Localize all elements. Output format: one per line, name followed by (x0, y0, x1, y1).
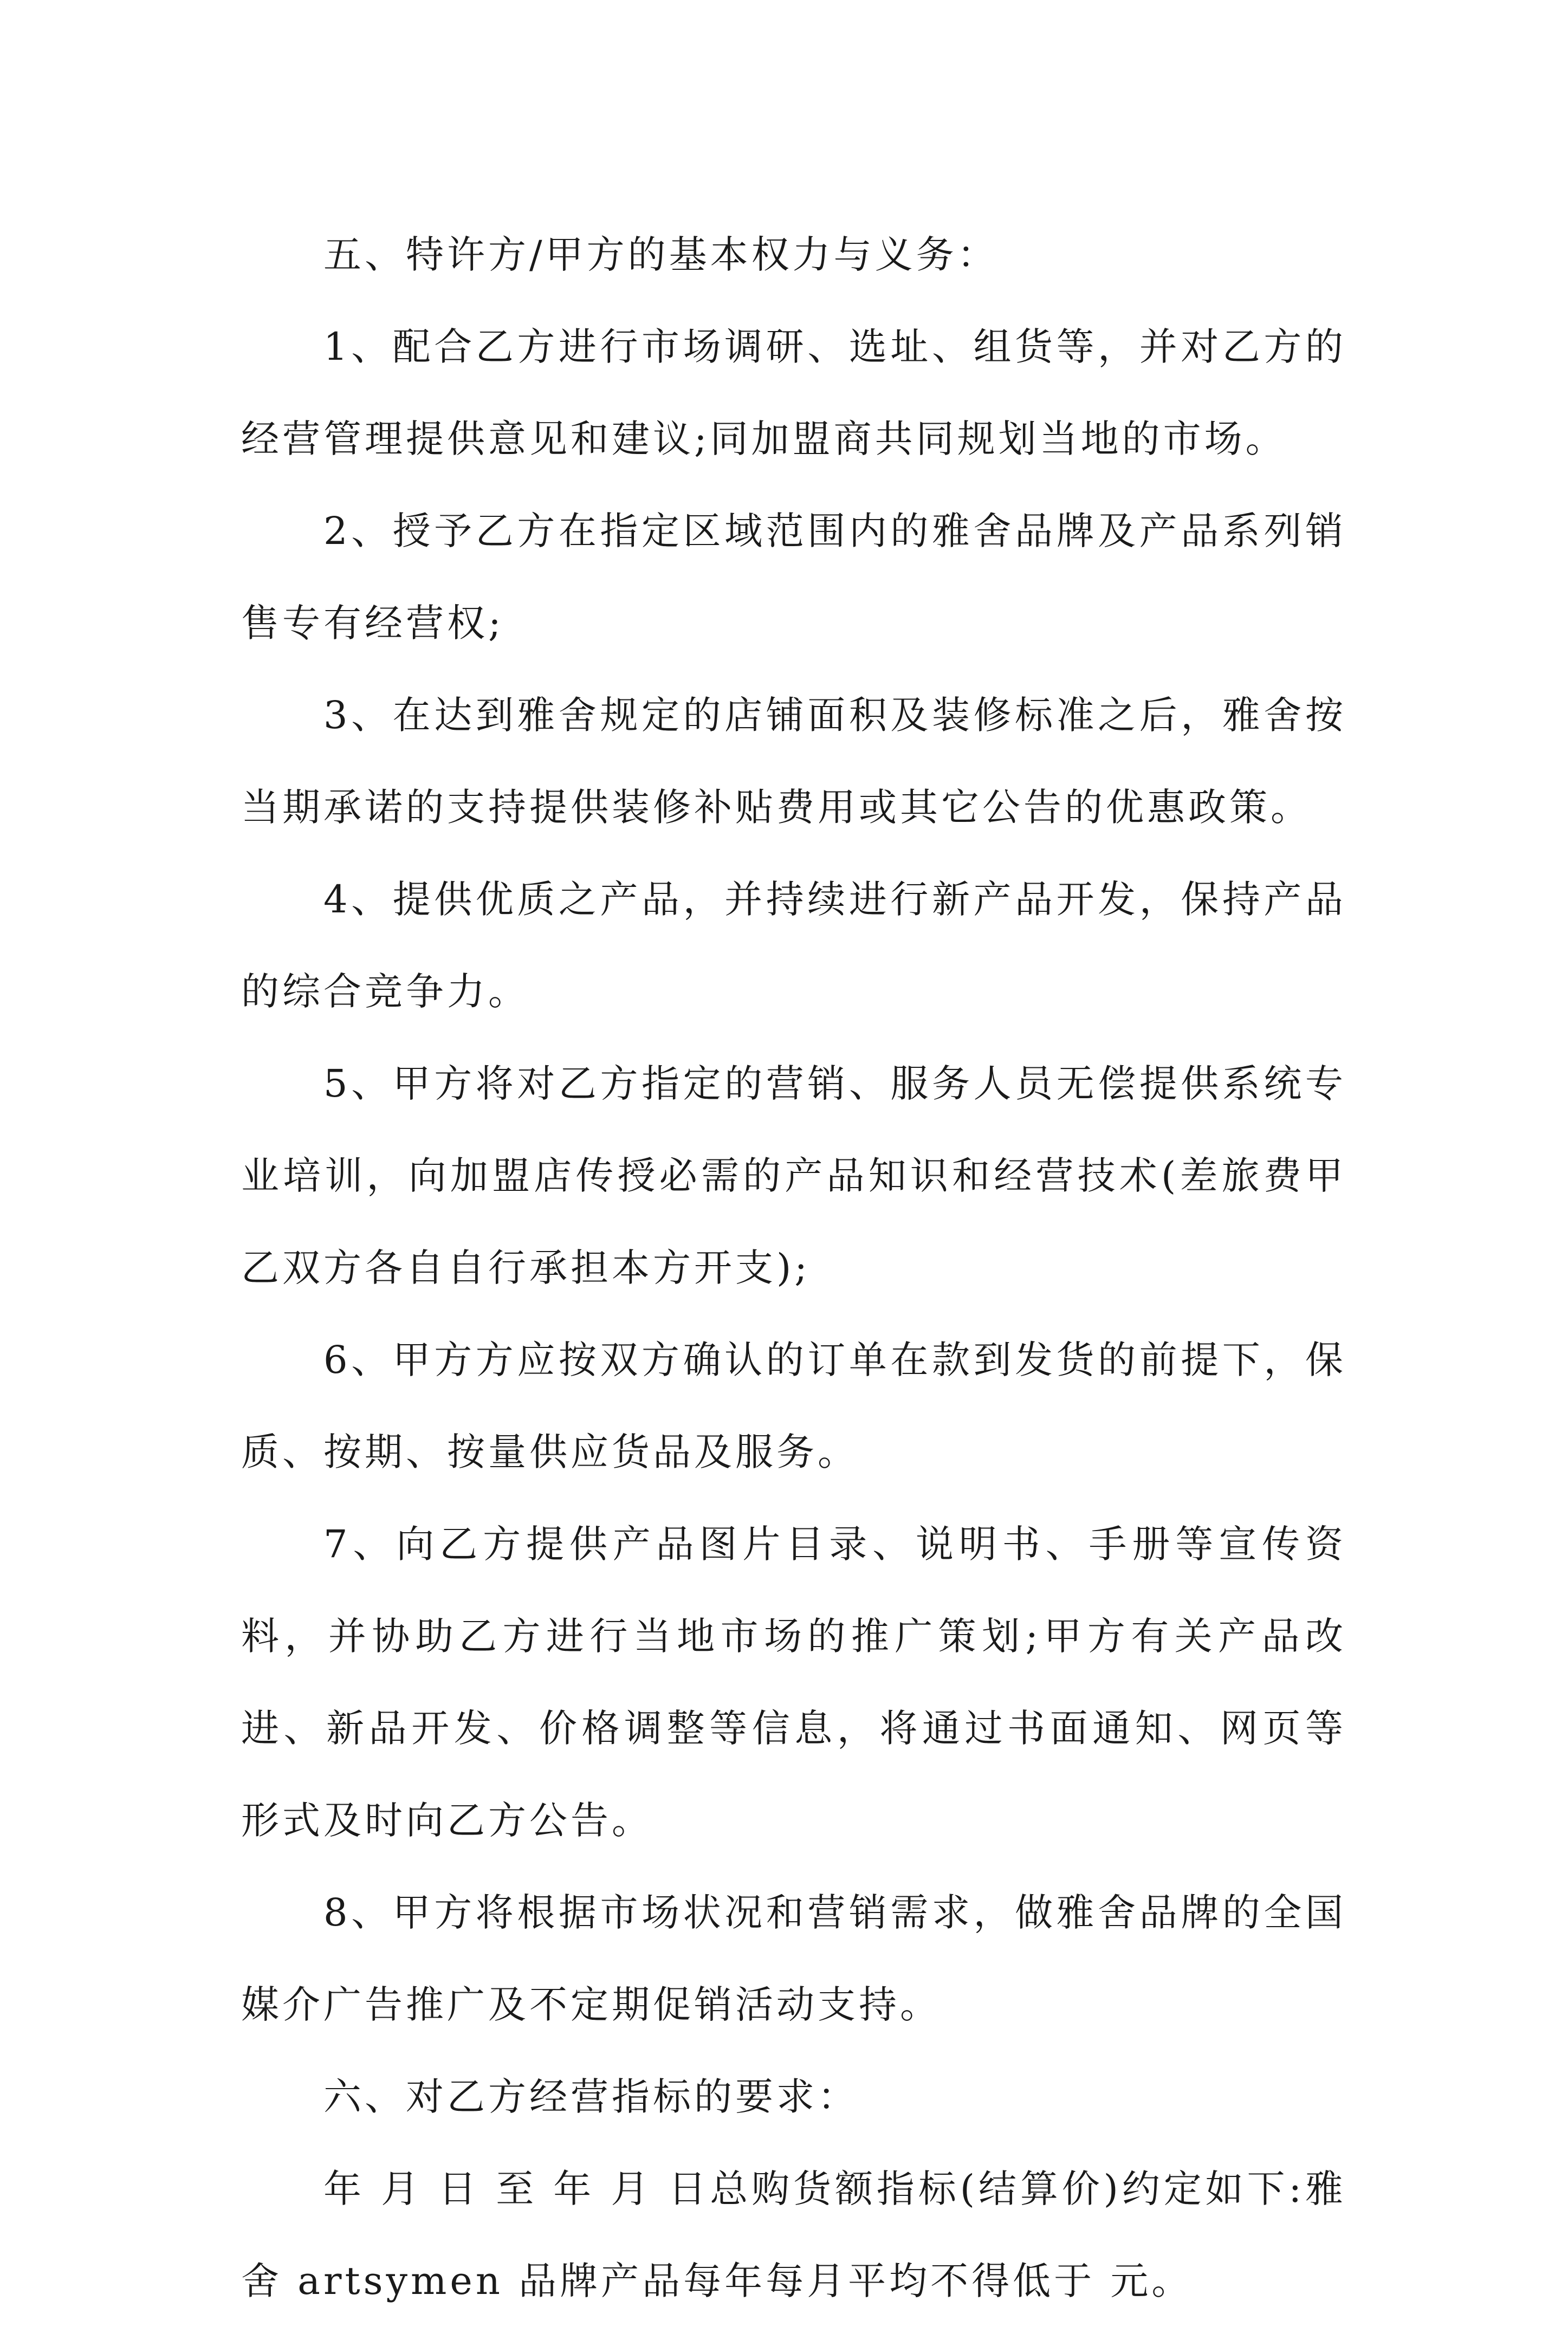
section-heading-six: 六、对乙方经营指标的要求： (323, 2075, 859, 2119)
paragraph-item-7: 7、向乙方提供产品图片目录、说明书、手册等宣传资料，并协助乙方进行当地市场的推广策划;甲方有关产品改进、新品开发、价格调整等信息，将通过书面通知、网页等形式及时向乙方公告。 (241, 1522, 1346, 1843)
paragraph-item-8: 8、甲方将根据市场状况和营销需求，做雅舍品牌的全国媒介广告推广及不定期促销活动支持。 (241, 1890, 1346, 2027)
paragraph-item-1: 1、配合乙方进行市场调研、选址、组货等，并对乙方的经营管理提供意见和建议;同加盟商共同规划当地的市场。 (241, 325, 1346, 461)
paragraph-item-3: 3、在达到雅舍规定的店铺面积及装修标准之后，雅舍按当期承诺的支持提供装修补贴费用或其它公告的优惠政策。 (241, 693, 1346, 829)
paragraph-item-2: 2、授予乙方在指定区域范围内的雅舍品牌及产品系列销售专有经营权; (241, 509, 1346, 645)
paragraph-item-4: 4、提供优质之产品，并持续进行新产品开发，保持产品的综合竞争力。 (241, 877, 1346, 1014)
document-body (241, 209, 1346, 2327)
paragraph-purchase-target: 年 月 日 至 年 月 日总购货额指标(结算价)约定如下:雅舍 artsymen 品牌产品每年每月平均不得低于 元。 (241, 2167, 1346, 2303)
section-heading-five: 五、特许方/甲方的基本权力与义务： (323, 232, 999, 277)
paragraph-item-5: 5、甲方将对乙方指定的营销、服务人员无偿提供系统专业培训，向加盟店传授必需的产品知识和经营技术(差旅费甲乙双方各自自行承担本方开支); (241, 1061, 1346, 1290)
paragraph-item-6: 6、甲方方应按双方确认的订单在款到发货的前提下，保质、按期、按量供应货品及服务。 (241, 1338, 1346, 1474)
